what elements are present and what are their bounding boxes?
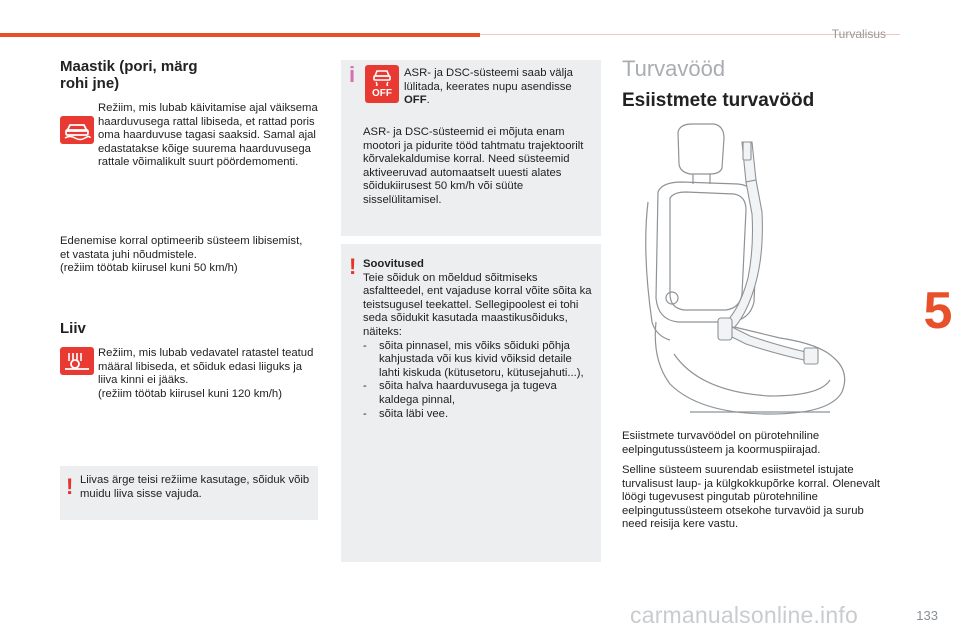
sand-mode-description: Režiim, mis lubab vedavatel ratastel teatud määral libiseda, et sõiduk edasi liiguks ja liiva kinni ei jääks. (režiim töötab kiirusel kuni 120 km/h) [98,347,314,400]
mud-mode-title: Maastik (pori, märg rohi jne) [60,58,198,92]
sand-mode-pictogram [60,347,94,375]
chapter-tab [916,263,960,359]
watermark: carmanualsonline.info [630,602,858,628]
seatbelt-paragraph-2: Selline süsteem suurendab esiistmetel istujate turvalisust laup- ja külgkokkupõrke korral. Olenevalt löögi tugevusest pingutab pürotehniline eelpingutussüsteem otsekohe turvavöid ja surub need reisija kere vastu. [622,464,881,531]
header-accent-bar [0,33,480,37]
warning-icon: ! [66,474,74,499]
seatbelt-illustration [630,122,860,422]
mud-mode-extra: Edenemise korral optimeerib süsteem libisemist, et vastata juhi nõudmistele. (režiim töötab kiirusel kuni 50 km/h) [60,235,303,275]
asr-off-pictogram [365,65,399,103]
asr-off-text-bold: OFF [404,94,427,107]
list-item [363,340,595,381]
list-item [363,380,595,407]
seatbelt-paragraph-1: Esiistmete turvavöödel on pürotehniline eelpingutussüsteem ja koormuspiirajad. [622,430,821,456]
off-label: OFF [372,88,392,99]
section-header: Turvalisus [831,27,886,41]
list-item-text: sõita halva haarduvusega ja tugeva kaldega pinnal, [379,380,557,406]
mud-mode-description: Režiim, mis lubab käivitamise ajal väiksema haarduvusega rattal libiseda, et rattad poris oma haarduvuse tagasi saaksid. Samal ajal edastatakse kõige suurema haarduvusega rattale võimalikult suurt pöördemomenti. [98,102,318,169]
info-icon: i [349,62,356,87]
page-number: 133 [916,608,938,623]
list-dash: - [363,339,367,352]
skid-car-icon [370,68,394,86]
list-dash: - [363,380,367,393]
asr-info-text: ASR- ja DSC-süsteemid ei mõjuta enam mootori ja pidurite tööd tahtmatu trajektoorilt kõrvalekaldumise korral. Need süsteemid aktiveeruvad automaatselt uuesti alates sõidukiirusest 50 km/h või süüte sisselülitamisel. [363,126,584,206]
info-box [341,60,601,236]
section-title: Turvavööd [622,56,726,81]
sand-warning-text: Liivas ärge teisi režiime kasutage, sõiduk võib muidu liiva sisse vajuda. [80,474,310,500]
list-item-text: sõita pinnasel, mis võiks sõiduki põhja kahjustada või kus kivid võiksid detaile lahti kiskuda (kütusetoru, kütusejahuti...), [379,339,584,379]
recommendations-text: Teie sõiduk on mõeldud sõitmiseks asfaltteedel, ent vajaduse korral võite sõita ka teistsugusel teekattel. Sellegipoolest ei tohi seda sõidukit kasutada maastikusõiduks, näiteks: [363,271,592,338]
recommendations-title: Soovitused [363,258,424,270]
seat-illustration-icon [630,122,860,422]
asr-off-text [404,67,594,108]
section-subtitle: Esiistmete turvavööd [622,90,815,111]
sand-warning-box [60,466,318,520]
sand-mode-title: Liiv [60,320,86,337]
list-dash: - [363,407,367,420]
warning-icon: ! [349,254,357,279]
list-item [363,408,595,422]
sand-wheel-icon [63,350,91,372]
mud-car-icon [63,119,91,141]
asr-off-text-main: ASR- ja DSC-süsteemi saab välja lülitada, keerates nupu asendisse [404,67,573,93]
chapter-number: 5 [923,282,953,340]
list-item-text: sõita läbi vee. [379,407,449,420]
recommendations-box [341,244,601,562]
mud-mode-pictogram [60,116,94,144]
recommendations-content [363,258,595,421]
asr-off-text-end: . [426,94,430,107]
